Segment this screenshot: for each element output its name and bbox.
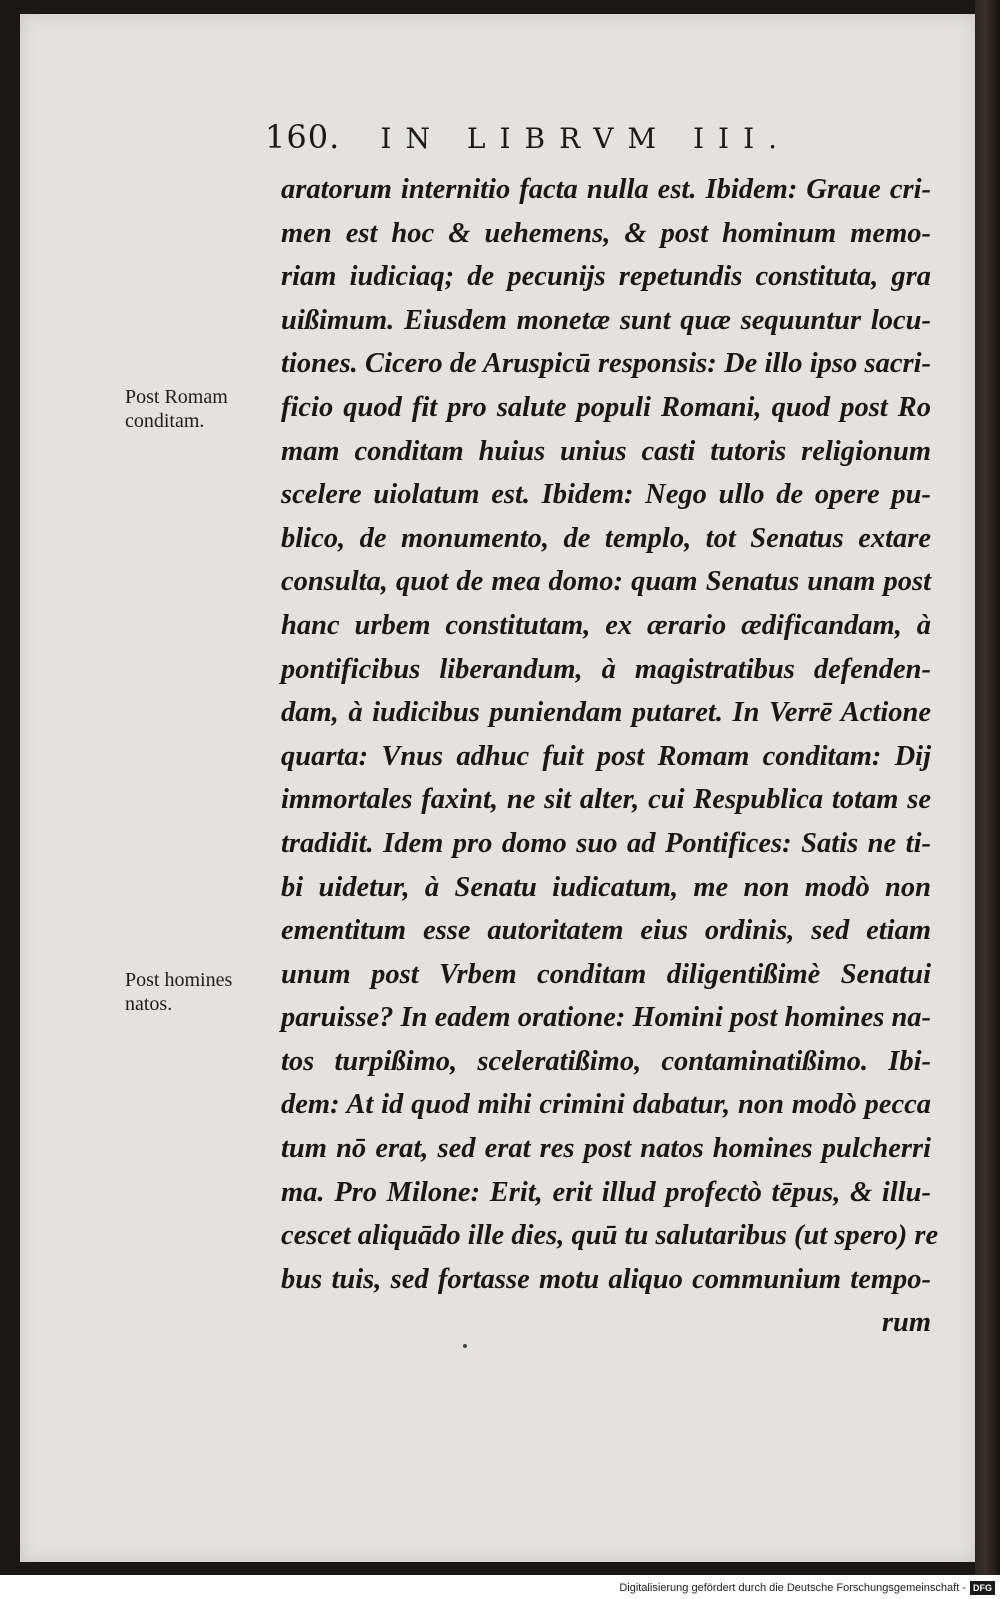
- text-line: cescet aliquādo ille dies, quū tu salutaribus (ut spero) re: [281, 1220, 939, 1252]
- footer-credit: [619, 1578, 995, 1598]
- text-line: pontificibus liberandum, à magistratibus defenden-: [281, 653, 931, 685]
- text-line: bus tuis, sed fortasse motu aliquo communium tempo-: [281, 1263, 931, 1295]
- text-line: consulta, quot de mea domo: quam Senatus unam post: [281, 566, 931, 598]
- text-line: blico, de monumento, de templo, tot Senatus extare: [281, 522, 931, 554]
- text-line: dem: At id quod mihi crimini dabatur, non modò pecca: [281, 1089, 931, 1121]
- text-line: uißimum. Eiusdem monetæ sunt quæ sequuntur locu-: [281, 304, 931, 336]
- page-header: [265, 118, 791, 156]
- text-line: riam iudiciaq; de pecunijs repetundis constituta, gra: [281, 261, 931, 293]
- text-line: aratorum internitio facta nulla est. Ibidem: Graue cri-: [281, 174, 931, 205]
- marginal-note-line: Post homines: [125, 969, 233, 991]
- binding-edge: [975, 0, 1000, 1575]
- text-line: dam, à iudicibus puniendam putaret. In Verrē Actione: [281, 697, 931, 729]
- page-number: 160.: [265, 118, 341, 156]
- text-line: ementitum esse autoritatem eius ordinis, sed etiam: [281, 915, 931, 947]
- text-line: rum: [881, 1307, 931, 1339]
- marginal-note-line: natos.: [125, 993, 173, 1015]
- body-text: [281, 168, 939, 1345]
- text-line: paruisse? In eadem oratione: Homini post homines na-: [281, 1002, 932, 1034]
- marginal-note: [125, 968, 275, 1016]
- text-line: tiones. Cicero de Aruspicū responsis: De illo ipso sacri-: [281, 348, 931, 380]
- text-line: tos turpißimo, sceleratißimo, contaminatißimo. Ibi-: [281, 1045, 931, 1077]
- dfg-logo: DFG: [970, 1581, 995, 1595]
- footer-credit-text: Digitalisierung gefördert durch die Deutsche Forschungsgemeinschaft -: [619, 1582, 966, 1594]
- text-line: mam conditam huius unius casti tutoris religionum: [281, 435, 931, 467]
- text-line: scelere uiolatum est. Ibidem: Nego ullo de opere pu-: [281, 479, 931, 511]
- text-line: tum nō erat, sed erat res post natos homines pulcherri: [281, 1133, 931, 1165]
- text-line: unum post Vrbem conditam diligentißimè Senatui: [281, 958, 931, 990]
- ink-dot: [463, 1344, 467, 1348]
- text-line: immortales faxint, ne sit alter, cui Respublica totam se: [281, 784, 931, 816]
- marginal-note: [125, 385, 275, 433]
- text-line: ficio quod fit pro salute populi Romani, quod post Ro: [281, 391, 931, 423]
- marginal-note-line: conditam.: [125, 410, 205, 432]
- text-line: bi uidetur, à Senatu iudicatum, me non modò non: [281, 871, 931, 903]
- text-line: tradidit. Idem pro domo suo ad Pontifices: Satis ne ti-: [281, 827, 931, 859]
- text-line: hanc urbem constitutam, ex ærario ædificandam, à: [281, 609, 931, 641]
- marginal-note-line: Post Romam: [125, 386, 228, 408]
- text-line: quarta: Vnus adhuc fuit post Romam conditam: Dij: [281, 740, 931, 772]
- text-line: men est hoc & uehemens, & post hominum memo-: [281, 217, 931, 249]
- text-line: ma. Pro Milone: Erit, erit illud profectò tēpus, & illu-: [281, 1176, 931, 1208]
- running-title: IN LIBRVM III.: [380, 122, 792, 155]
